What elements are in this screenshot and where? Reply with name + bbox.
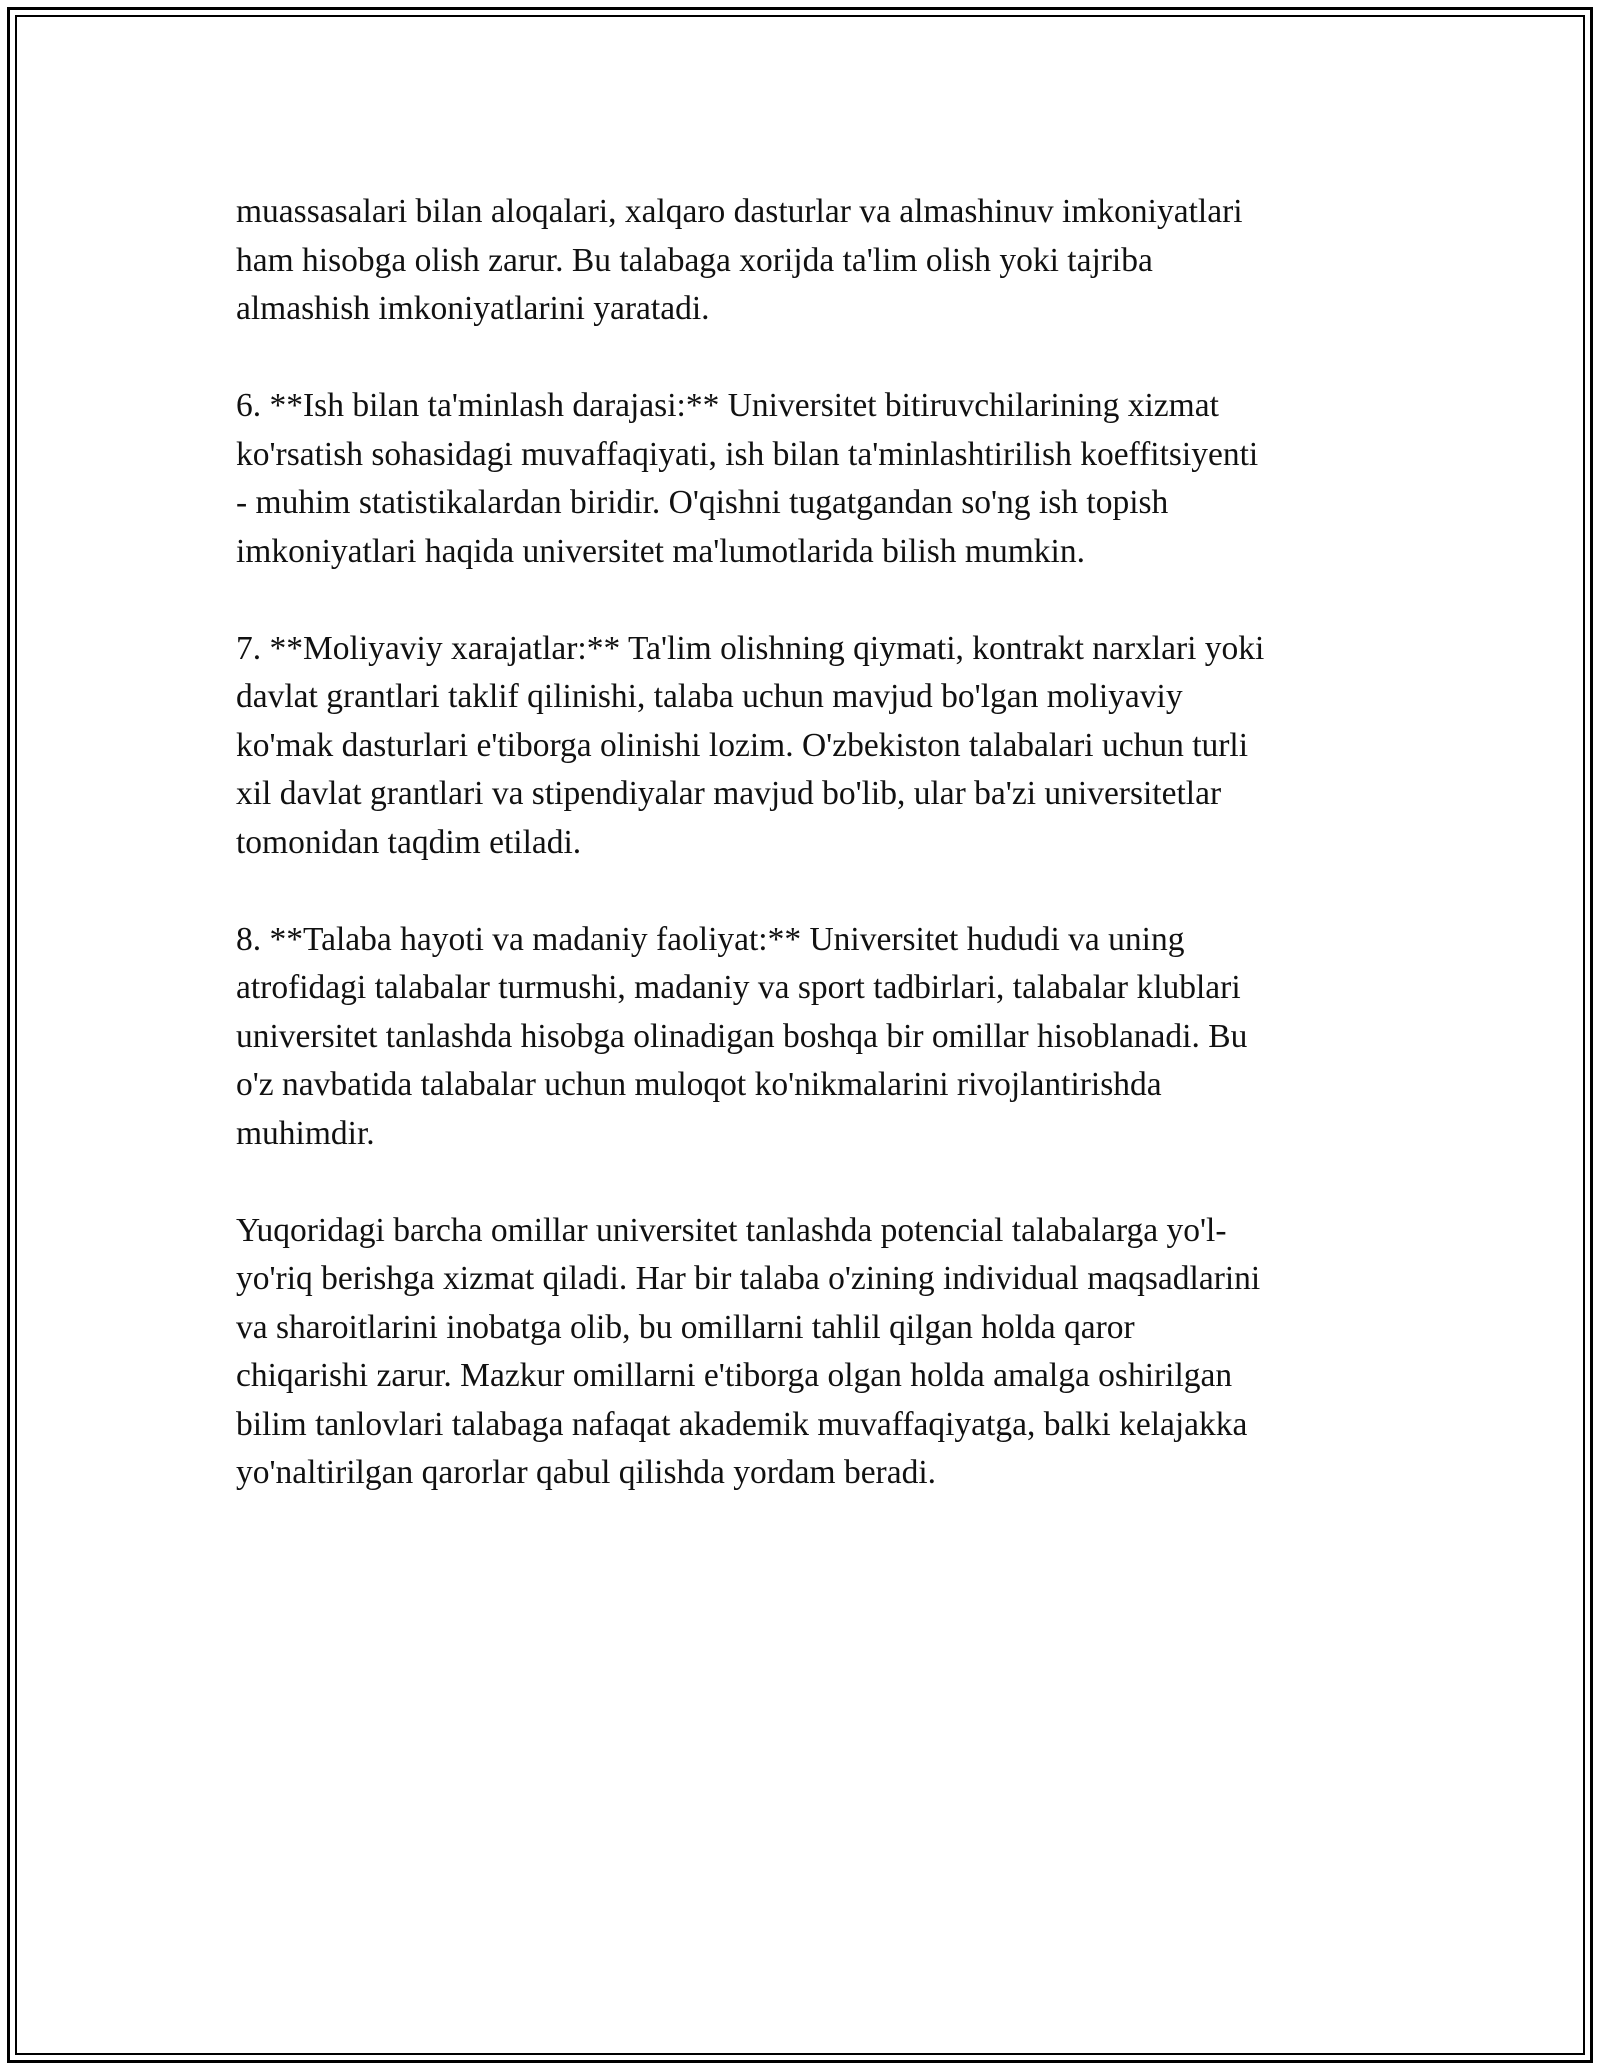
document-body bbox=[236, 188, 1376, 1546]
paragraph-continuation: muassasalari bilan aloqalari, xalqaro dasturlar va almashinuv imkoniyatlari ham hisobga olish zarur. Bu talabaga xorijda ta'lim olish yoki tajriba almashish imkoniyatlarini yaratadi. bbox=[236, 193, 1243, 327]
paragraph-conclusion: Yuqoridagi barcha omillar universitet tanlashda potencial talabalarga yo'l- yo'riq berishga xizmat qiladi. Har bir talaba o'zining individual maqsadlarini va sharoitlarini inobatga olib, bu omillarni tahlil qilgan holda qaror chiqarishi zarur. Mazkur omillarni e'tiborga olgan holda amalga oshirilgan bilim tanlovlari talabaga nafaqat akademik muvaffaqiyatga, balki kelajakka yo'naltirilgan qarorlar qabul qilishda yordam beradi. bbox=[236, 1211, 1261, 1491]
paragraph-item-6: 6. **Ish bilan ta'minlash darajasi:** Universitet bitiruvchilarining xizmat ko'rsatish sohasidagi muvaffaqiyati, ish bilan ta'minlashtirilish koeffitsiyenti - muhim statistikalardan biridir. O'qishni tugatgandan so'ng ish topish imkoniyatlari haqida universitet ma'lumotlarida bilish mumkin. bbox=[236, 387, 1259, 570]
paragraph-item-7: 7. **Moliyaviy xarajatlar:** Ta'lim olishning qiymati, kontrakt narxlari yoki davlat grantlari taklif qilinishi, talaba uchun mavjud bo'lgan moliyaviy ko'mak dasturlari e'tiborga olinishi lozim. O'zbekiston talabalari uchun turli xil davlat grantlari va stipendiyalar mavjud bo'lib, ular ba'zi universitetlar tomonidan taqdim etiladi. bbox=[236, 629, 1265, 861]
paragraph-item-8: 8. **Talaba hayoti va madaniy faoliyat:** Universitet hududi va uning atrofidagi talabalar turmushi, madaniy va sport tadbirlari, talabalar klublari universitet tanlashda hisobga olinadigan boshqa bir omillar hisoblanadi. Bu o'z navbatida talabalar uchun muloqot ko'nikmalarini rivojlantirishda muhimdir. bbox=[236, 920, 1248, 1152]
